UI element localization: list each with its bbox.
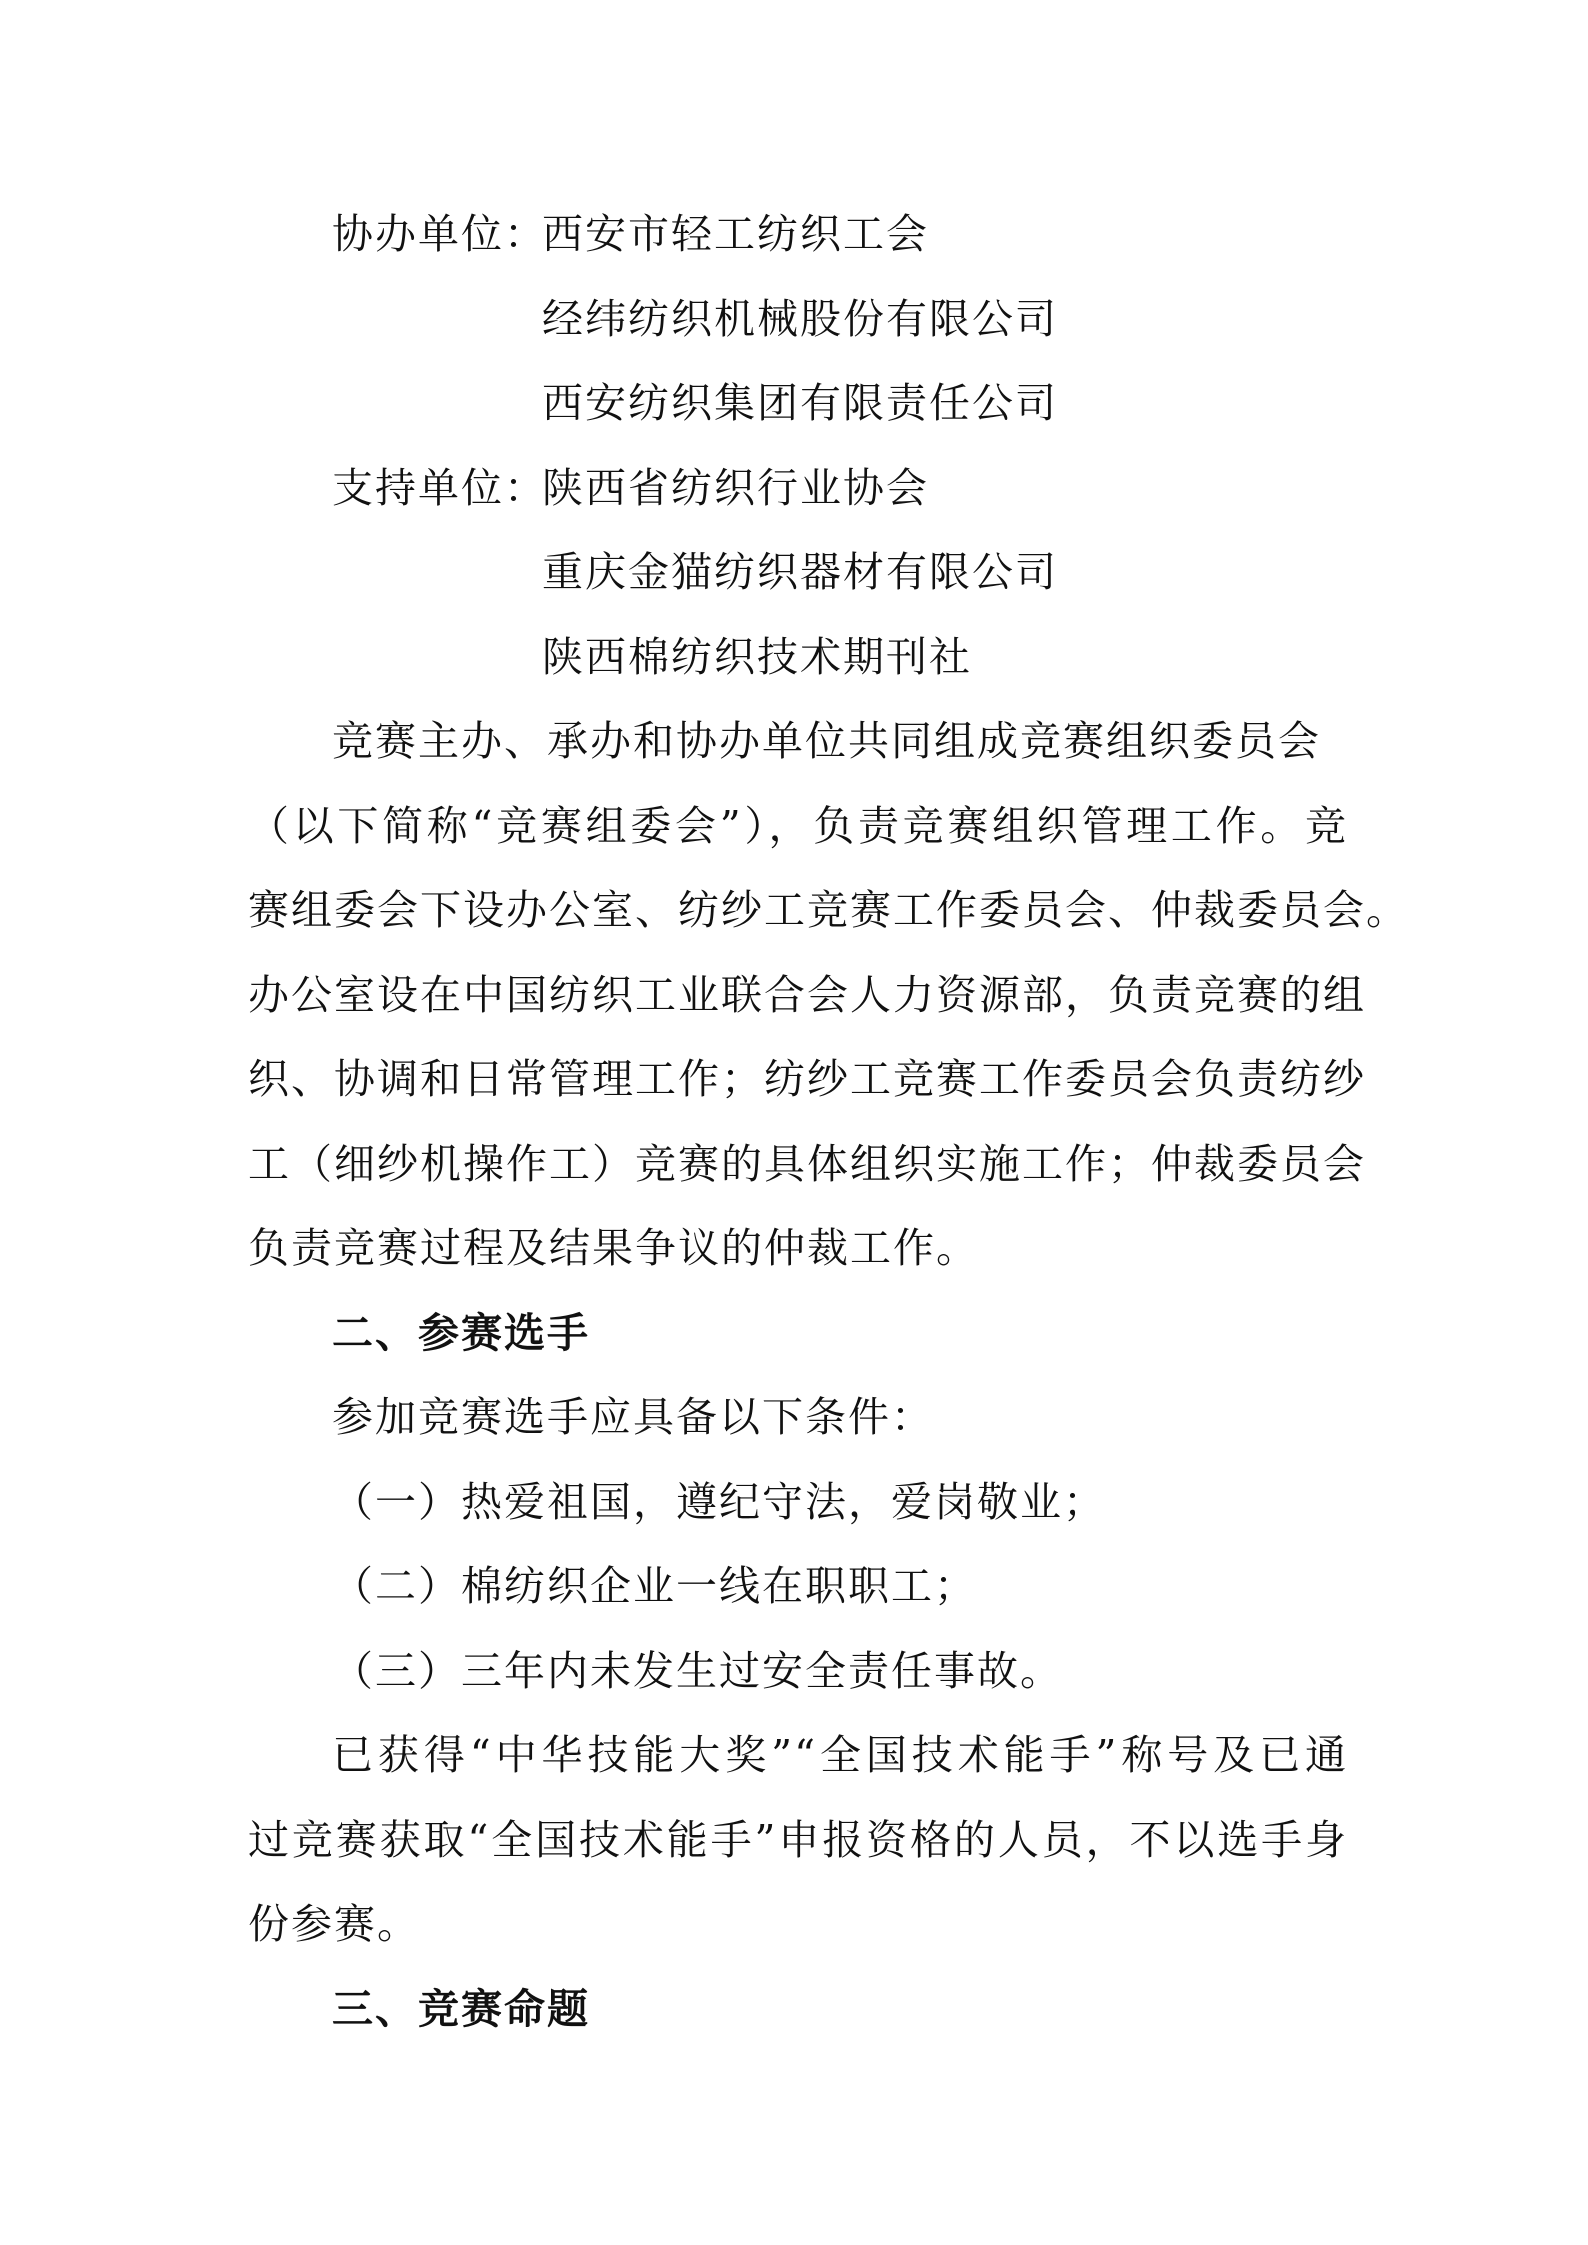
assisting-units-label: 协办单位：: [332, 210, 547, 258]
assisting-unit-3: 西安纺织集团有限责任公司: [542, 379, 1058, 427]
section-heading-participants: 二、参赛选手: [332, 1309, 590, 1357]
supporting-units-label: 支持单位：: [332, 464, 547, 512]
condition-item-2: （二）棉纺织企业一线在职职工；: [332, 1562, 977, 1610]
supporting-unit-3: 陕西棉纺织技术期刊社: [542, 633, 972, 681]
committee-paragraph-line-5: 织、协调和日常管理工作；纺纱工竞赛工作委员会负责纺纱: [248, 1055, 1366, 1103]
committee-paragraph-line-2: （以下简称“竞赛组委会”），负责竞赛组织管理工作。竞: [248, 802, 1348, 850]
committee-paragraph-line-6: 工（细纱机操作工）竞赛的具体组织实施工作；仲裁委员会: [248, 1140, 1366, 1188]
section-heading-competition-topics: 三、竞赛命题: [332, 1985, 590, 2033]
exclusion-paragraph-line-2: 过竞赛获取“全国技术能手”申报资格的人员，不以选手身: [248, 1816, 1348, 1864]
committee-paragraph-line-7: 负责竞赛过程及结果争议的仲裁工作。: [248, 1224, 979, 1272]
condition-item-3: （三）三年内未发生过安全责任事故。: [332, 1647, 1063, 1695]
assisting-unit-1: 西安市轻工纺织工会: [542, 210, 929, 258]
supporting-unit-1: 陕西省纺织行业协会: [542, 464, 929, 512]
assisting-units-row: [332, 204, 929, 264]
exclusion-paragraph-line-1: 已获得“中华技能大奖”“全国技术能手”称号及已通: [332, 1731, 1348, 1779]
committee-paragraph-line-3: 赛组委会下设办公室、纺纱工竞赛工作委员会、仲裁委员会。: [248, 886, 1409, 934]
supporting-units-row: [332, 458, 929, 518]
committee-paragraph-line-1: 竞赛主办、承办和协办单位共同组成竞赛组织委员会: [332, 717, 1321, 765]
participants-intro: 参加竞赛选手应具备以下条件：: [332, 1393, 934, 1441]
condition-item-1: （一）热爱祖国，遵纪守法，爱岗敬业；: [332, 1478, 1106, 1526]
assisting-unit-2: 经纬纺织机械股份有限公司: [542, 295, 1058, 343]
exclusion-paragraph-line-3: 份参赛。: [248, 1900, 420, 1948]
supporting-unit-2: 重庆金猫纺织器材有限公司: [542, 548, 1058, 596]
committee-paragraph-line-4: 办公室设在中国纺织工业联合会人力资源部，负责竞赛的组: [248, 971, 1366, 1019]
